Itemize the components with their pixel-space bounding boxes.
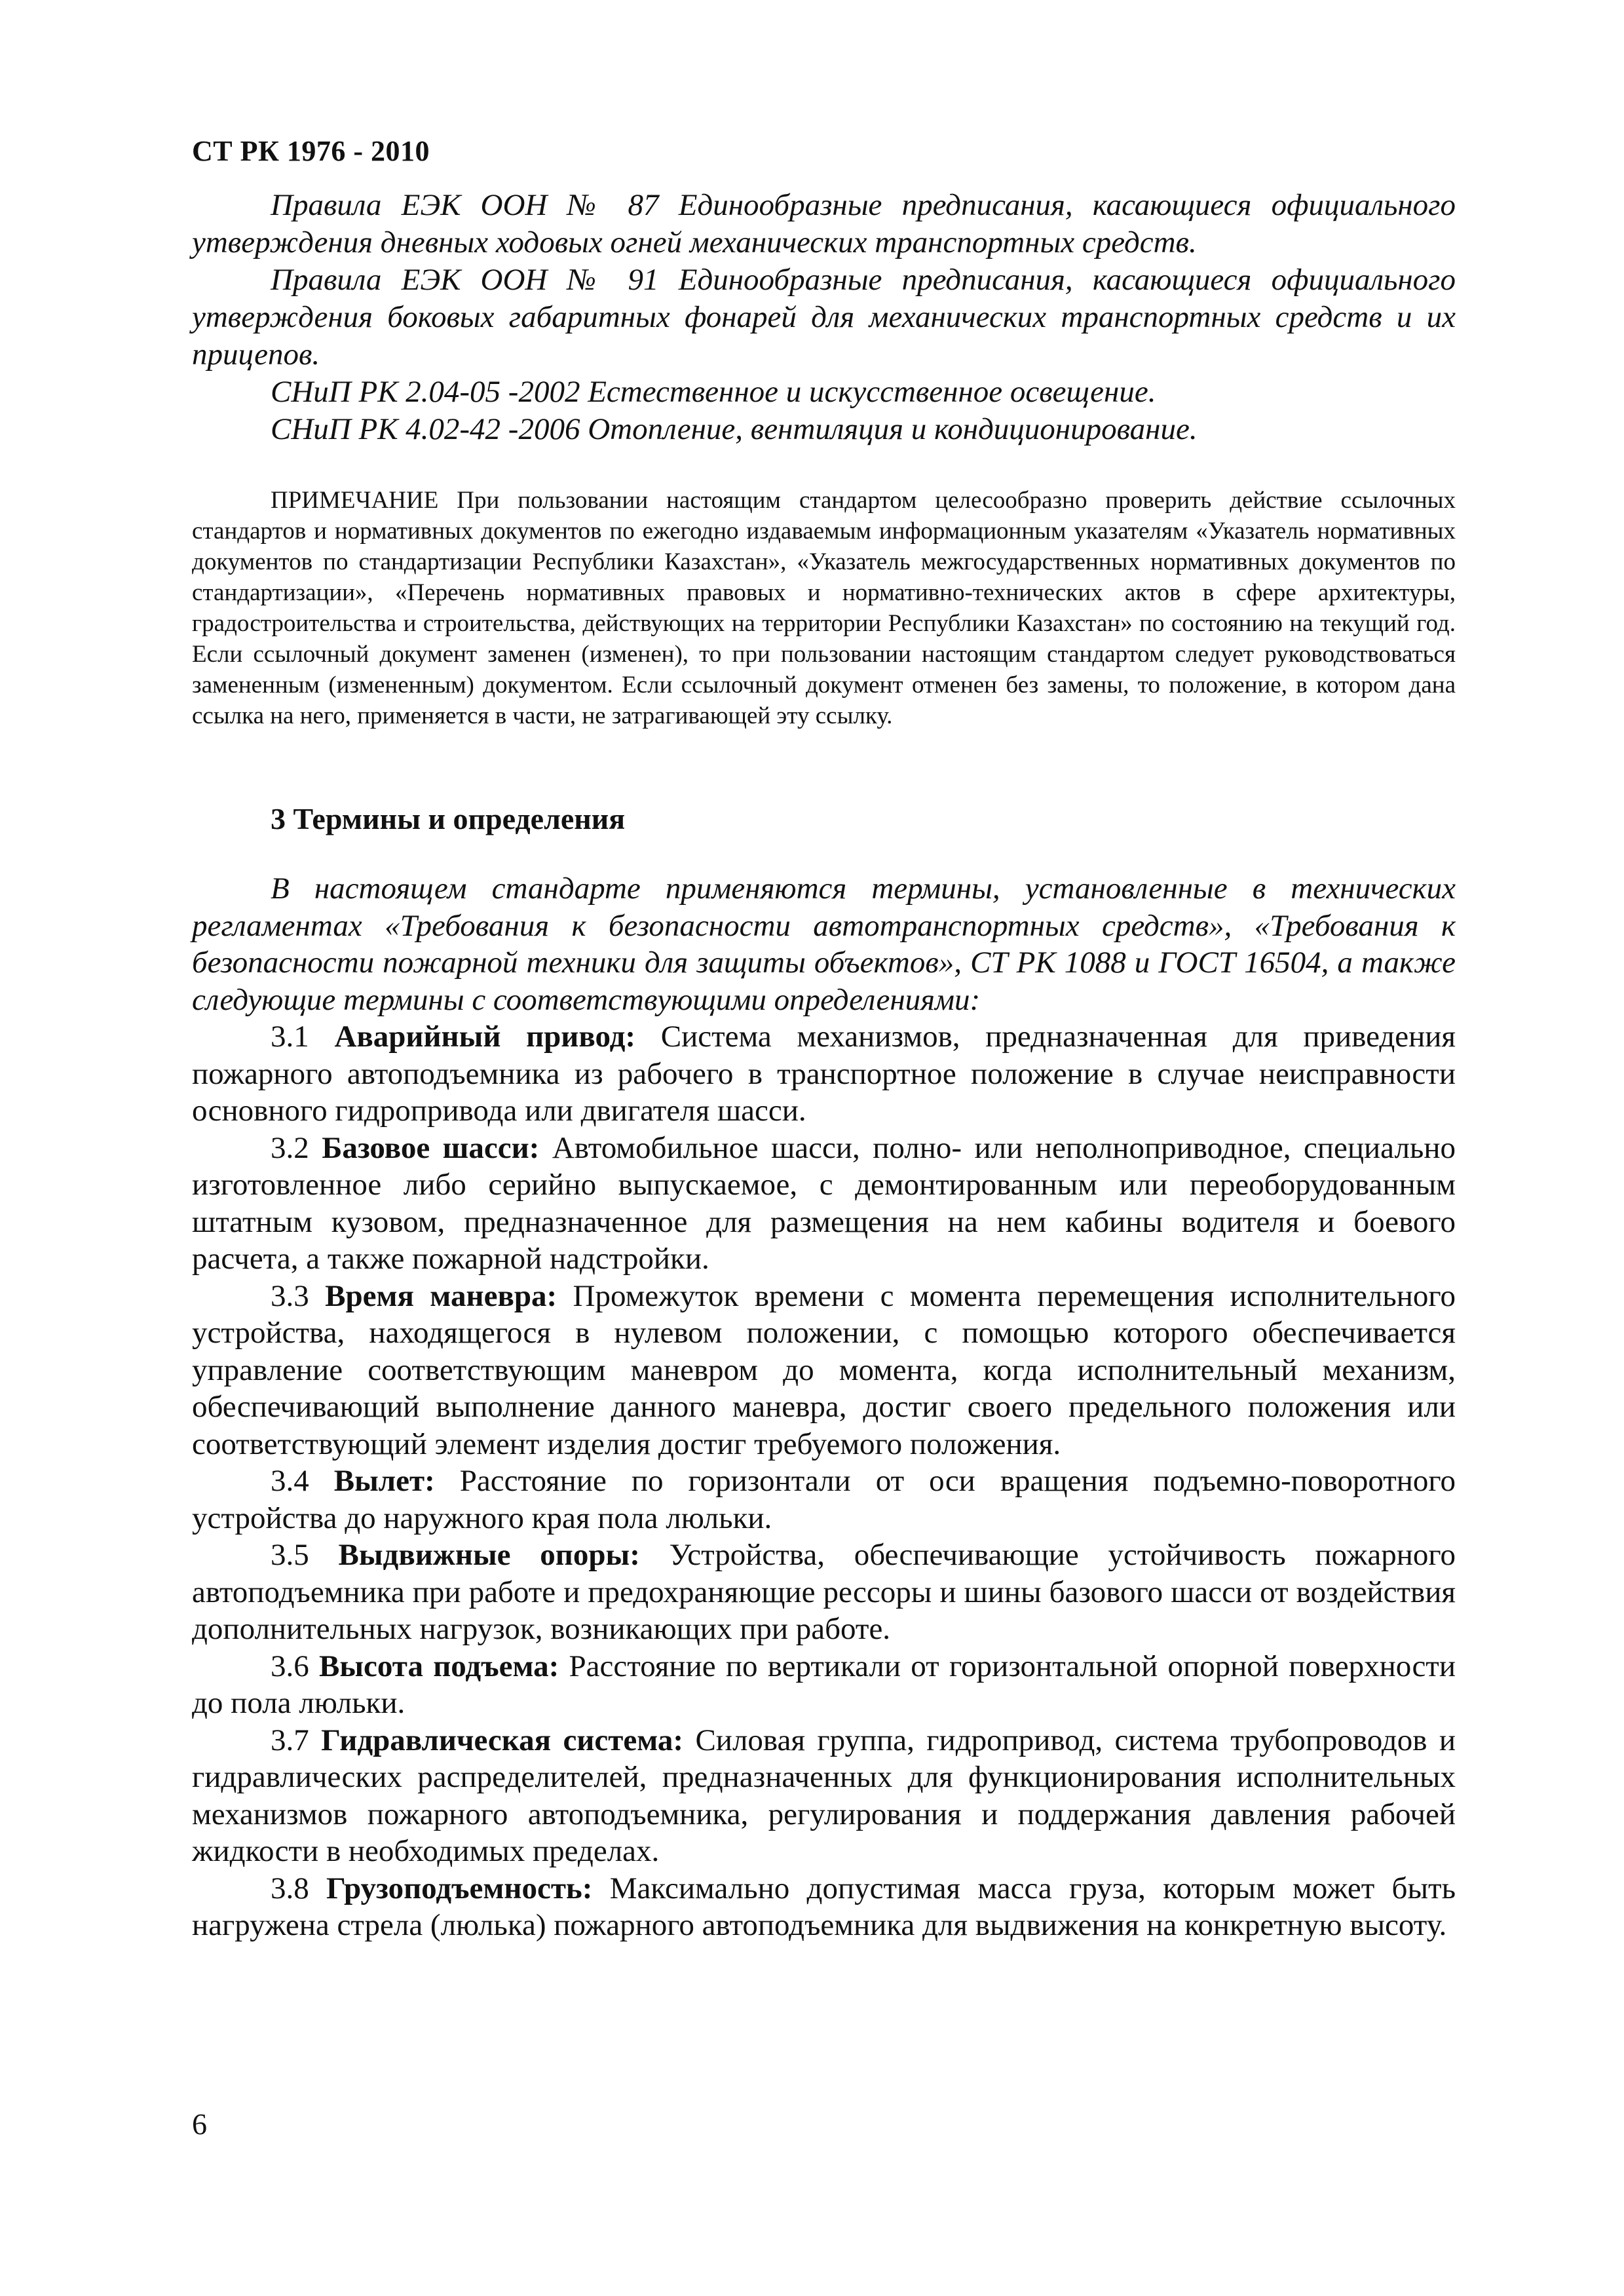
term-name: Вылет: [333, 1464, 435, 1498]
term-number: 3.7 [271, 1723, 309, 1757]
term-number: 3.4 [271, 1464, 309, 1498]
term-number: 3.6 [271, 1649, 309, 1683]
reference-item: Правила ЕЭК ООН № 87 Единообразные предписания, касающиеся официального утверждения дневных ходовых огней механических транспортных средств. [192, 188, 1456, 259]
terms-section [192, 870, 1456, 1944]
page-number: 6 [192, 2107, 207, 2141]
term-item [192, 1018, 1456, 1130]
term-definition: Силовая группа, гидропривод, система трубопроводов и гидравлических распределителей, предназначенных для функционирования исполнительных механизмов пожарного автоподъемника, регулирования и поддержания давления рабочей жидкости в необходимых пределах. [192, 1723, 1456, 1868]
reference-item: СНиП РК 2.04-05 -2002 Естественное и искусственное освещение. [271, 375, 1156, 409]
term-item [192, 1463, 1456, 1537]
reference-item: Правила ЕЭК ООН № 91 Единообразные предписания, касающиеся официального утверждения боковых габаритных фонарей для механических транспортных средств и их прицепов. [192, 263, 1456, 372]
document-code-header: СТ РК 1976 - 2010 [192, 135, 430, 167]
term-definition: Расстояние по горизонтали от оси вращения подъемно-поворотного устройства до наружного края пола люльки. [192, 1464, 1456, 1535]
term-number: 3.2 [271, 1130, 309, 1165]
reference-item: СНиП РК 4.02-42 -2006 Отопление, вентиляция и кондиционирование. [271, 412, 1198, 446]
term-item [192, 1870, 1456, 1944]
term-definition: Максимально допустимая масса груза, которым может быть нагружена стрела (люлька) пожарного автоподъемника для выдвижения на конкретную высоту. [192, 1871, 1456, 1942]
term-item [192, 1722, 1456, 1870]
references-list [192, 187, 1456, 448]
term-definition: Расстояние по вертикали от горизонтальной опорной поверхности до пола люльки. [192, 1649, 1456, 1720]
note-block [192, 485, 1456, 731]
note-text: ПРИМЕЧАНИЕ При пользовании настоящим стандартом целесообразно проверить действие ссылочных стандартов и нормативных документов по ежегодно издаваемым информационным указателям «Указатель нормативных документов по стандартизации Республики Казахстан», «Указатель межгосударственных нормативных документов по стандартизации», «Перечень нормативных правовых и нормативно-технических актов в сфере архитектуры, градостроительства и строительства, действующих на территории Республики Казахстан» по состоянию на текущий год. Если ссылочный документ заменен (изменен), то при пользовании настоящим стандартом следует руководствоваться замененным (измененным) документом. Если ссылочный документ отменен без замены, то положение, в котором дана ссылка на него, применяется в части, не затрагивающей эту ссылку. [192, 487, 1456, 729]
term-name: Базовое шасси: [322, 1130, 540, 1165]
term-number: 3.3 [271, 1278, 309, 1313]
term-item [192, 1648, 1456, 1722]
term-name: Высота подъема: [319, 1649, 559, 1683]
term-definition: Автомобильное шасси, полно- или неполноприводное, специально изготовленное либо серийно выпускаемое, с демонтированным или переоборудованным штатным кузовом, предназначенное для размещения на нем кабины водителя и боевого расчета, а также пожарной надстройки. [192, 1130, 1456, 1276]
section-title: 3 Термины и определения [271, 802, 626, 835]
term-item [192, 1278, 1456, 1463]
term-name: Выдвижные опоры: [338, 1538, 640, 1572]
term-number: 3.8 [271, 1871, 309, 1905]
term-definition: Промежуток времени с момента перемещения исполнительного устройства, находящегося в нулевом положении, с помощью которого обеспечивается управление соответствующим маневром до момента, когда исполнительный механизм, обеспечивающий выполнение данного маневра, достиг своего предельного положения или соответствующий элемент изделия достиг требуемого положения. [192, 1278, 1456, 1461]
term-name: Время маневра: [325, 1278, 557, 1313]
term-item [192, 1537, 1456, 1648]
term-definition: Система механизмов, предназначенная для приведения пожарного автоподъемника из рабочего в транспортное положение в случае неисправности основного гидропривода или двигателя шасси. [192, 1020, 1456, 1128]
term-number: 3.1 [271, 1020, 309, 1054]
term-name: Грузоподъемность: [326, 1871, 593, 1905]
term-item [192, 1130, 1456, 1278]
term-number: 3.5 [271, 1538, 309, 1572]
section-intro: В настоящем стандарте применяются термины, установленные в технических регламентах «Требования к безопасности автотранспортных средств», «Требования к безопасности пожарной техники для защиты объектов», СТ РК 1088 и ГОСТ 16504, а также следующие термины с соответствующими определениями: [192, 871, 1456, 1017]
term-name: Аварийный привод: [334, 1020, 636, 1054]
term-definition: Устройства, обеспечивающие устойчивость пожарного автоподъемника при работе и предохраняющие рессоры и шины базового шасси от воздействия дополнительных нагрузок, возникающих при работе. [192, 1538, 1456, 1646]
term-name: Гидравлическая система: [321, 1723, 684, 1757]
